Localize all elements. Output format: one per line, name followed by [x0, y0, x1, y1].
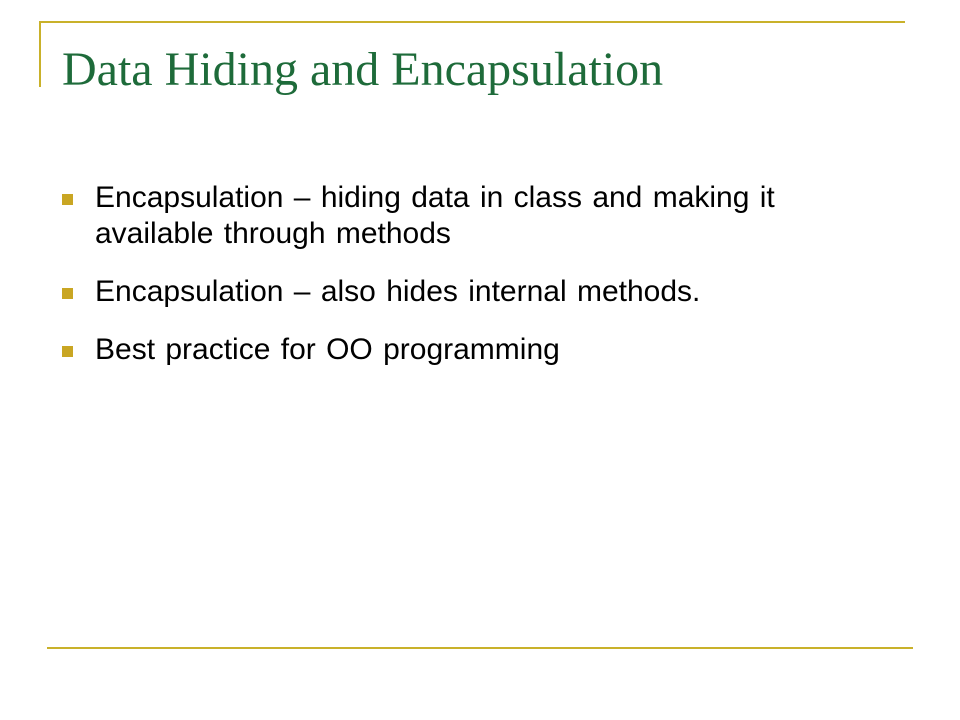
square-bullet-icon — [62, 288, 73, 299]
frame-left-line — [39, 21, 41, 87]
bullet-text: Encapsulation – hiding data in class and making it available through methods — [95, 181, 775, 250]
bullet-list — [62, 180, 862, 390]
bullet-text: Encapsulation – also hides internal methods. — [95, 275, 701, 308]
bullet-item — [62, 274, 862, 310]
square-bullet-icon — [62, 346, 73, 357]
bullet-text: Best practice for OO programming — [95, 333, 560, 366]
frame-top-line — [39, 21, 905, 23]
square-bullet-icon — [62, 194, 73, 205]
slide-title: Data Hiding and Encapsulation — [62, 43, 664, 96]
footer-line — [47, 647, 913, 649]
bullet-item — [62, 332, 862, 368]
bullet-item — [62, 180, 862, 252]
